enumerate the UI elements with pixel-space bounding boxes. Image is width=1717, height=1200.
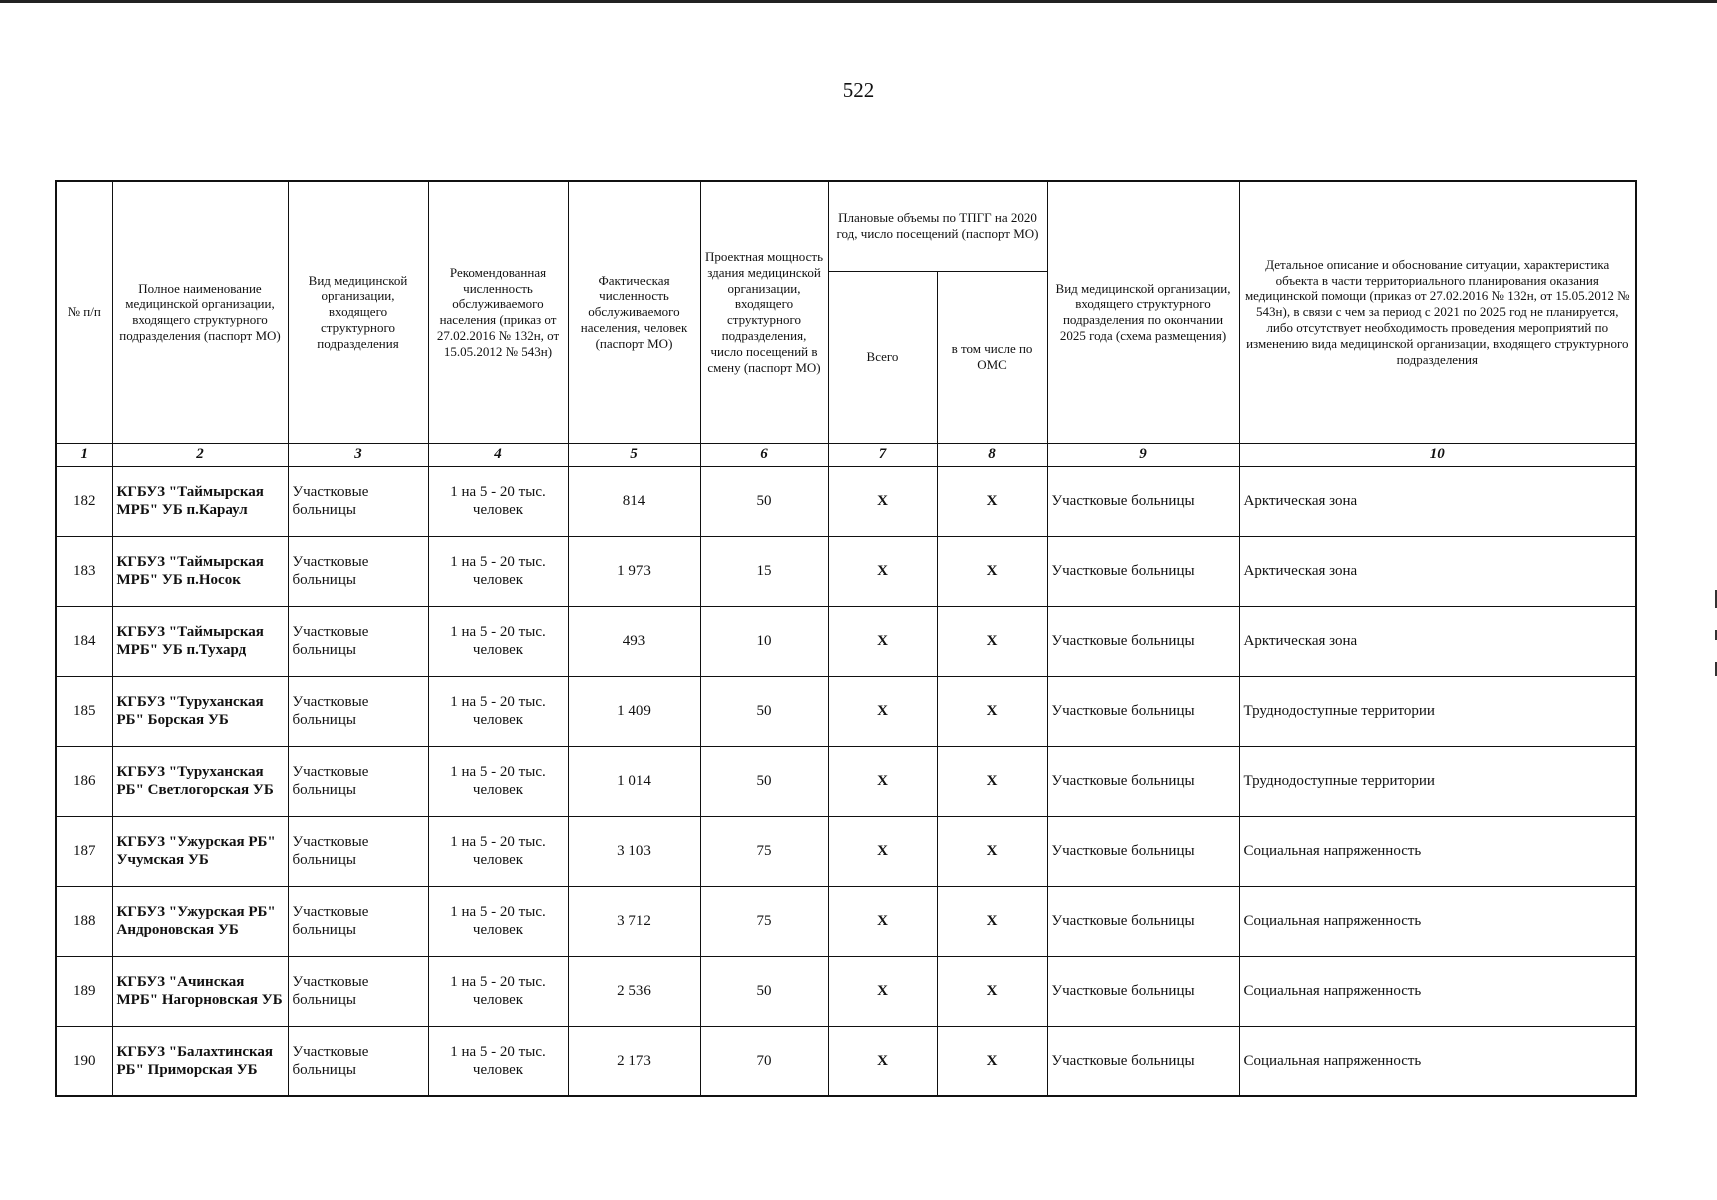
cell-actual: 493 (568, 606, 700, 676)
cell-type-2025: Участковые больницы (1047, 536, 1239, 606)
cell-type: Участковые больницы (288, 816, 428, 886)
cell-capacity: 75 (700, 886, 828, 956)
header-detail: Детальное описание и обоснование ситуации, характеристика объекта в части территориального планирования оказания медицинской помощи (приказ от 27.02.2016 № 132н, от 15.05.2012 № 543н), в связи с чем за период с 2021 по 2025 год не планируется, либо отсутствует необходимость проведения мероприятий по изменению вида медицинской организации, входящего структурного подразделения (1239, 181, 1636, 443)
cell-description: Арктическая зона (1239, 466, 1636, 536)
cell-planned-total: X (828, 606, 937, 676)
table-row (56, 746, 1636, 816)
cell-capacity: 50 (700, 746, 828, 816)
column-number: 8 (937, 443, 1047, 466)
column-number: 7 (828, 443, 937, 466)
header-name: Полное наименование медицинской организации, входящего структурного подразделения (паспорт МО) (112, 181, 288, 443)
cell-planned-oms: X (937, 606, 1047, 676)
cell-capacity: 50 (700, 956, 828, 1026)
cell-type-2025: Участковые больницы (1047, 956, 1239, 1026)
cell-planned-total: X (828, 536, 937, 606)
cell-description: Социальная напряженность (1239, 1026, 1636, 1096)
cell-planned-oms: X (937, 536, 1047, 606)
cell-type: Участковые больницы (288, 886, 428, 956)
cell-planned-oms: X (937, 886, 1047, 956)
cell-planned-oms: X (937, 746, 1047, 816)
cell-capacity: 15 (700, 536, 828, 606)
header-recommended: Рекомендованная численность обслуживаемого населения (приказ от 27.02.2016 № 132н, от 15.05.2012 № 543н) (428, 181, 568, 443)
cell-type-2025: Участковые больницы (1047, 746, 1239, 816)
cell-num: 187 (56, 816, 112, 886)
cell-recommended: 1 на 5 - 20 тыс. человек (428, 816, 568, 886)
cell-actual: 1 409 (568, 676, 700, 746)
column-number: 4 (428, 443, 568, 466)
cell-planned-oms: X (937, 1026, 1047, 1096)
header-num: № п/п (56, 181, 112, 443)
cell-type-2025: Участковые больницы (1047, 816, 1239, 886)
cell-description: Социальная напряженность (1239, 886, 1636, 956)
cell-type-2025: Участковые больницы (1047, 606, 1239, 676)
cell-type: Участковые больницы (288, 956, 428, 1026)
table-row (56, 466, 1636, 536)
cell-recommended: 1 на 5 - 20 тыс. человек (428, 1026, 568, 1096)
cell-planned-total: X (828, 1026, 937, 1096)
cell-recommended: 1 на 5 - 20 тыс. человек (428, 606, 568, 676)
table-row (56, 1026, 1636, 1096)
cell-planned-oms: X (937, 816, 1047, 886)
cell-org: КГБУЗ "Ужурская РБ" Учумская УБ (112, 816, 288, 886)
cell-num: 189 (56, 956, 112, 1026)
column-number: 2 (112, 443, 288, 466)
cell-num: 186 (56, 746, 112, 816)
cell-type: Участковые больницы (288, 746, 428, 816)
cell-planned-total: X (828, 746, 937, 816)
cell-org: КГБУЗ "Туруханская РБ" Светлогорская УБ (112, 746, 288, 816)
cell-type: Участковые больницы (288, 676, 428, 746)
cell-org: КГБУЗ "Ачинская МРБ" Нагорновская УБ (112, 956, 288, 1026)
cell-planned-total: X (828, 676, 937, 746)
table-row (56, 886, 1636, 956)
cell-actual: 3 712 (568, 886, 700, 956)
cell-num: 190 (56, 1026, 112, 1096)
cell-recommended: 1 на 5 - 20 тыс. человек (428, 956, 568, 1026)
cell-num: 184 (56, 606, 112, 676)
header-type: Вид медицинской организации, входящего структурного подразделения (288, 181, 428, 443)
header-type-2025: Вид медицинской организации, входящего структурного подразделения по окончании 2025 года (схема размещения) (1047, 181, 1239, 443)
cell-recommended: 1 на 5 - 20 тыс. человек (428, 886, 568, 956)
cell-type-2025: Участковые больницы (1047, 466, 1239, 536)
column-number: 3 (288, 443, 428, 466)
cell-description: Арктическая зона (1239, 536, 1636, 606)
cell-num: 183 (56, 536, 112, 606)
cell-description: Труднодоступные территории (1239, 676, 1636, 746)
header-planned-oms: в том числе по ОМС (937, 271, 1047, 443)
cell-type: Участковые больницы (288, 606, 428, 676)
cell-type-2025: Участковые больницы (1047, 1026, 1239, 1096)
cell-capacity: 50 (700, 466, 828, 536)
cell-capacity: 10 (700, 606, 828, 676)
column-number: 1 (56, 443, 112, 466)
cell-org: КГБУЗ "Таймырская МРБ" УБ п.Караул (112, 466, 288, 536)
cell-type-2025: Участковые больницы (1047, 886, 1239, 956)
cell-recommended: 1 на 5 - 20 тыс. человек (428, 746, 568, 816)
header-planned: Плановые объемы по ТПГГ на 2020 год, число посещений (паспорт МО) (828, 181, 1047, 271)
column-number: 5 (568, 443, 700, 466)
cell-num: 188 (56, 886, 112, 956)
table-row (56, 676, 1636, 746)
cell-actual: 2 536 (568, 956, 700, 1026)
table-header (56, 181, 1636, 466)
table-row (56, 956, 1636, 1026)
column-number: 9 (1047, 443, 1239, 466)
cell-planned-total: X (828, 466, 937, 536)
cell-description: Социальная напряженность (1239, 816, 1636, 886)
column-number-row (56, 443, 1636, 466)
cell-planned-oms: X (937, 956, 1047, 1026)
table-row (56, 536, 1636, 606)
cell-capacity: 70 (700, 1026, 828, 1096)
cell-planned-oms: X (937, 676, 1047, 746)
cell-type: Участковые больницы (288, 466, 428, 536)
top-border-line (0, 0, 1717, 3)
cell-description: Арктическая зона (1239, 606, 1636, 676)
cell-org: КГБУЗ "Балахтинская РБ" Приморская УБ (112, 1026, 288, 1096)
cell-type-2025: Участковые больницы (1047, 676, 1239, 746)
table-body (56, 466, 1636, 1096)
cell-num: 185 (56, 676, 112, 746)
cell-capacity: 75 (700, 816, 828, 886)
header-planned-total: Всего (828, 271, 937, 443)
facilities-table (55, 180, 1637, 1097)
cell-description: Социальная напряженность (1239, 956, 1636, 1026)
cell-actual: 2 173 (568, 1026, 700, 1096)
cell-description: Труднодоступные территории (1239, 746, 1636, 816)
cell-actual: 814 (568, 466, 700, 536)
cell-org: КГБУЗ "Ужурская РБ" Андроновская УБ (112, 886, 288, 956)
cell-planned-total: X (828, 816, 937, 886)
cell-num: 182 (56, 466, 112, 536)
column-number: 6 (700, 443, 828, 466)
table-row (56, 606, 1636, 676)
cell-recommended: 1 на 5 - 20 тыс. человек (428, 536, 568, 606)
cell-capacity: 50 (700, 676, 828, 746)
cell-org: КГБУЗ "Таймырская МРБ" УБ п.Носок (112, 536, 288, 606)
cell-planned-total: X (828, 956, 937, 1026)
cell-recommended: 1 на 5 - 20 тыс. человек (428, 676, 568, 746)
cell-org: КГБУЗ "Таймырская МРБ" УБ п.Тухард (112, 606, 288, 676)
column-number: 10 (1239, 443, 1636, 466)
cell-planned-oms: X (937, 466, 1047, 536)
cell-org: КГБУЗ "Туруханская РБ" Борская УБ (112, 676, 288, 746)
cell-type: Участковые больницы (288, 1026, 428, 1096)
cell-actual: 3 103 (568, 816, 700, 886)
cell-actual: 1 014 (568, 746, 700, 816)
cell-recommended: 1 на 5 - 20 тыс. человек (428, 466, 568, 536)
cell-actual: 1 973 (568, 536, 700, 606)
header-capacity: Проектная мощность здания медицинской организации, входящего структурного подразделения, число посещений в смену (паспорт МО) (700, 181, 828, 443)
page-number: 522 (842, 78, 875, 102)
table-row (56, 816, 1636, 886)
header-actual: Фактическая численность обслуживаемого населения, человек (паспорт МО) (568, 181, 700, 443)
cell-planned-total: X (828, 886, 937, 956)
cell-type: Участковые больницы (288, 536, 428, 606)
